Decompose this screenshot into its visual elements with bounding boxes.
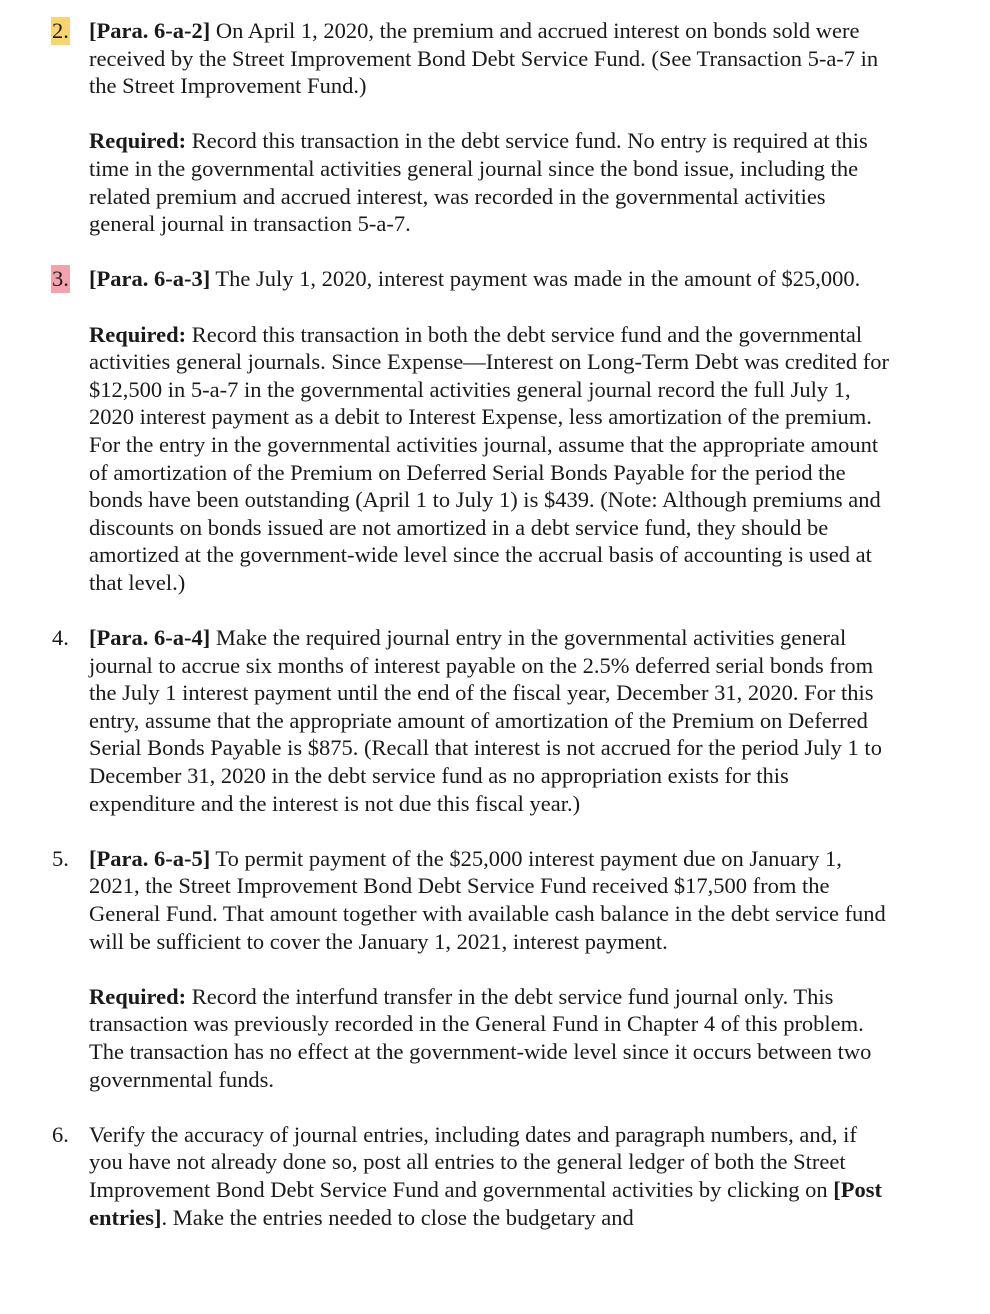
required-text: Record this transaction in the debt service fund. No entry is required at this time in the governmental activities general journal since the bond issue, including the related premium and accrued interest, was recorded in the governmental activities general journal in transaction 5-a-7. (89, 128, 868, 237)
item-paragraph (89, 17, 890, 100)
item-paragraph (89, 845, 890, 955)
document-page (0, 17, 990, 1231)
item-paragraph (89, 1121, 890, 1231)
list-item-3 (0, 265, 990, 596)
item-text: On April 1, 2020, the premium and accrued interest on bonds sold were received by the Street Improvement Bond Debt Service Fund. (See Transaction 5-a-7 in the Street Improvement Fund.) (89, 18, 879, 99)
required-text: Record this transaction in both the debt service fund and the governmental activities general journals. Since Expense—Interest on Long-Term Debt was credited for $12,500 in 5-a-7 in the governmental activities general journal record the full July 1, 2020 interest payment as a debit to Interest Expense, less amortization of the premium. For the entry in the governmental activities journal, assume that the appropriate amount of amortization of the Premium on Deferred Serial Bonds Payable for the period the bonds have been outstanding (April 1 to July 1) is $439. (Note: Although premiums and discounts on bonds issued are not amortized in a debt service fund, they should be amortized at the government-wide level since the accrual basis of accounting is used at that level.) (89, 321, 890, 595)
item-number-highlighted: 3. (52, 266, 69, 292)
required-paragraph (89, 321, 890, 597)
list-item-2 (0, 17, 990, 238)
required-label: Required: (89, 321, 187, 347)
item-number: 5. (52, 845, 69, 871)
para-reference: [Para. 6-a-4] (89, 625, 211, 651)
para-reference: [Para. 6-a-5] (89, 845, 211, 871)
list-item-5 (0, 845, 990, 1093)
item-number: 4. (52, 625, 69, 651)
post-entries-reference: [Post entries] (89, 1176, 882, 1230)
item-text: Make the required journal entry in the governmental activities general journal to accrue six months of interest payable on the 2.5% deferred serial bonds from the July 1 interest payment until the end of the fiscal year, December 31, 2020. For this entry, assume that the appropriate amount of amortization of the Premium on Deferred Serial Bonds Payable is $875. (Recall that interest is not accrued for the period July 1 to December 31, 2020 in the debt service fund as no appropriation exists for this expenditure and the interest is not due this fiscal year.) (89, 625, 882, 816)
list-item-4 (0, 624, 990, 817)
required-paragraph (89, 127, 890, 237)
required-label: Required: (89, 128, 187, 154)
item-text: The July 1, 2020, interest payment was made in the amount of $25,000. (210, 266, 861, 292)
required-text: Record the interfund transfer in the debt service fund journal only. This transaction was previously recorded in the General Fund in Chapter 4 of this problem. The transaction has no effect at the government-wide level since it occurs between two governmental funds. (89, 983, 872, 1092)
item-text: To permit payment of the $25,000 interest payment due on January 1, 2021, the Street Improvement Bond Debt Service Fund received $17,500 from the General Fund. That amount together with available cash balance in the debt service fund will be sufficient to cover the January 1, 2021, interest payment. (89, 845, 886, 954)
para-reference: [Para. 6-a-3] (89, 266, 211, 292)
item-paragraph (89, 265, 890, 293)
item-text: Verify the accuracy of journal entries, including dates and paragraph numbers, and, if you have not already done so, post all entries to the general ledger of both the Street Improvement Bond Debt Service Fund and governmental activities by clicking on (89, 1121, 857, 1202)
item-paragraph (89, 624, 890, 817)
para-reference: [Para. 6-a-2] (89, 18, 211, 43)
required-label: Required: (89, 983, 187, 1009)
required-paragraph (89, 983, 890, 1093)
item-number-highlighted: 2. (52, 18, 69, 43)
item-text-continued: . Make the entries needed to close the budgetary and (161, 1204, 634, 1230)
item-number: 6. (52, 1121, 69, 1147)
list-item-6 (0, 1121, 990, 1231)
